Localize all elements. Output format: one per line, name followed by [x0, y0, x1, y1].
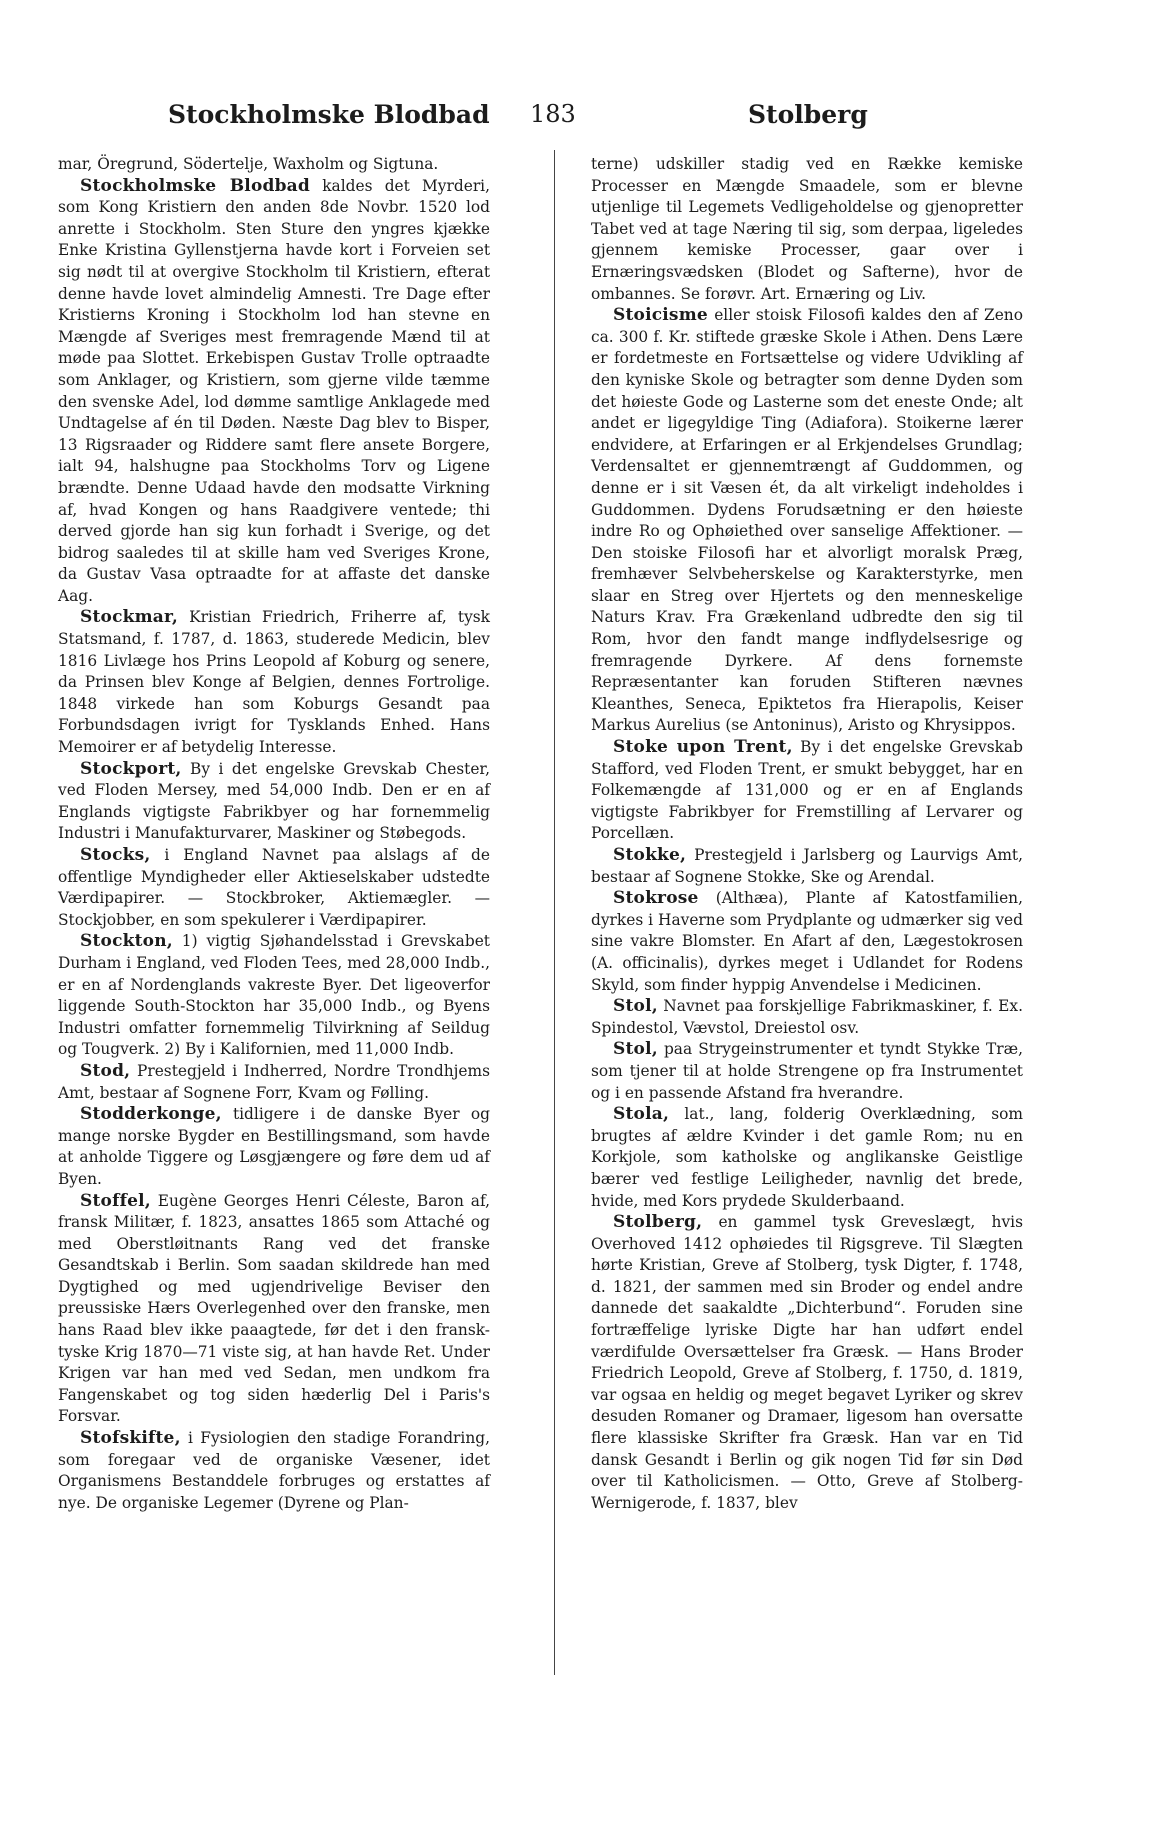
entry-text: eller stoisk Filosofi kaldes den af Zeno ca. 300 f. Kr. stiftede græske Skole i Athen. Dens Lære er fordetmeste en Fortsættelse og videre Udvikling af den kyniske Skole og betragter som denne Dyden som det høieste Gode og Lasterne som det eneste Onde; alt andet er ligegyldige Ting (Adiafora). Stoikerne lærer endvidere, at Erfaringen er al Erkjendelses Grundlag; Verdensaltet er gjennemtrængt af Guddommen, og denne er i sit Væsen ét, da alt virkeligt indeholdes i Guddommen. Dydens Forudsætning er den høieste indre Ro og Ophøiethed over sanselige Affektioner. — Den stoiske Filosofi har et alvorligt moralsk Præg, fremhæver Selvbeherskelse og Karakterstyrke, men slaar en Streg over Hjertets og den menneskelige Naturs Krav. Fra Grækenland udbredte den sig til Rom, hvor den fandt mange indflydelsesrige og fremragende Dyrkere. Af dens fornemste Repræsentanter kan foruden Stifteren nævnes Kleanthes, Seneca, Epiktetos fra Hierapolis, Keiser Markus Aurelius (se Antoninus), Aristo og Khrysippos.	[591, 306, 1023, 735]
entry-headword: Stockport,	[80, 758, 182, 779]
entry-headword: Stockmar,	[80, 607, 179, 628]
entry	[591, 845, 1023, 888]
entry-headword: Stodderkonge,	[80, 1104, 222, 1125]
entry-headword: Stol,	[613, 1039, 658, 1060]
entry-text: i Fysiologien den stadige Forandring, som foregaar ved de organiske Væsener, idet Organismens Bestanddele forbruges og erstattes af nye. De organiske Legemer (Dyrene og Plan-	[58, 1429, 490, 1512]
entry	[591, 996, 1023, 1039]
entry-text: By i det engelske Grevskab Stafford, ved Floden Trent, er smukt bebygget, har en Folkemængde af 131,000 og er en af Englands vigtigste Fabrikbyer for Fremstilling af Lervarer og Porcellæn.	[591, 738, 1023, 843]
entry-headword: Stoke upon Trent,	[613, 737, 793, 758]
entry-text: kaldes det Myrderi, som Kong Kristiern den anden 8de Novbr. 1520 lod anrette i Stockholm. Sten Sture den yngres kjække Enke Kristina Gyllenstjerna havde kort i Forveien set sig nødt til at overgive Stockholm til Kristiern, efterat denne havde lovet almindelig Amnesti. Tre Dage efter Kristierns Kroning i Stockholm lod han stevne en Mængde af Sveriges mest fremragende Mænd til at møde paa Slottet. Erkebispen Gustav Trolle optraadte som Anklager, og Kristiern, som gjerne vilde tæmme den svenske Adel, lod dømme samtlige Anklagede med Undtagelse af én til Døden. Næste Dag blev to Bisper, 13 Rigsraader og Riddere samt flere ansete Borgere, ialt 94, halshugne paa Stockholms Torv og Ligene brændte. Denne Udaad havde den modsatte Virkning af, hvad Kongen og hans Raadgivere ventede; thi derved gjorde han sig kun forhadt i Sverige, og det bidrog saaledes til at skille ham ved Sveriges Krone, da Gustav Vasa optraadte for at affaste det danske Aag.	[58, 176, 490, 605]
entry-headword: Stol,	[613, 996, 658, 1017]
entry	[591, 1212, 1023, 1514]
entry	[591, 888, 1023, 996]
entry	[58, 845, 490, 931]
entry-text: (Althæa), Plante af Katostfamilien, dyrkes i Haverne som Prydplante og udmærker sig ved sine vakre Blomster. En Afart af den, Lægestokrosen (A. officinalis), dyrkes meget i Udlandet for Rodens Skyld, som finder hyppig Anvendelse i Medicinen.	[591, 889, 1023, 994]
left-column	[58, 154, 490, 1514]
entry	[591, 1104, 1023, 1212]
entry-headword: Stola,	[613, 1104, 670, 1125]
column-divider	[554, 150, 555, 1675]
entry	[58, 176, 490, 608]
entry-text: 1) vigtig Sjøhandelsstad i Grevskabet Durham i England, ved Floden Tees, med 28,000 Indb., er en af Nordenglands vakreste Byer. Det ligeoverfor liggende South-Stockton har 35,000 Indb., og Byens Industri omfatter fornemmelig Tilvirkning af Seildug og Tougverk. 2) By i Kalifornien, med 11,000 Indb.	[58, 932, 490, 1059]
entry-headword: Stokrose	[613, 888, 699, 909]
entry	[58, 154, 490, 176]
entry-headword: Stockton,	[80, 931, 173, 952]
entry	[591, 1039, 1023, 1104]
entry-headword: Stocks,	[80, 845, 151, 865]
entry-headword: Stod,	[80, 1060, 131, 1081]
entry-headword: Stoicisme	[613, 305, 708, 326]
entry-headword: Stoffel,	[80, 1190, 151, 1211]
entry-headword: Stockholmske Blodbad	[80, 175, 310, 196]
entry-text: Kristian Friedrich, Friherre af, tysk Statsmand, f. 1787, d. 1863, studerede Medicin, blev 1816 Livlæge hos Prins Leopold af Koburg og senere, da Prinsen blev Konge af Belgien, dennes Fortrolige. 1848 virkede han som Koburgs Gesandt paa Forbundsdagen ivrigt for Tysklands Enhed. Hans Memoirer er af betydelig Interesse.	[58, 608, 490, 757]
right-column	[591, 154, 1023, 1514]
entry	[58, 1191, 490, 1429]
entry	[58, 1104, 490, 1190]
entry-headword: Stokke,	[613, 845, 687, 865]
entry-text: tidligere i de danske Byer og mange norske Bygder en Bestillingsmand, som havde at anholde Tiggere og Løsgjængere og føre dem ud af Byen.	[58, 1105, 490, 1188]
entry	[58, 759, 490, 845]
entry-text: paa Strygeinstrumenter et tyndt Stykke Træ, som tjener til at holde Strengene op fra Instrumentet og i en passende Afstand fra hverandre.	[591, 1040, 1023, 1102]
running-head-right: Stolberg	[748, 100, 868, 129]
entry-text: Eugène Georges Henri Céleste, Baron af, fransk Militær, f. 1823, ansattes 1865 som Attaché og med Oberstløitnants Rang ved det franske Gesandtskab i Berlin. Som saadan skildrede han med Dygtighed og med ugjendrivelige Beviser den preussiske Hærs Overlegenhed over den franske, men hans Raad blev ikke paaagtede, før det i den fransk-tyske Krig 1870—71 viste sig, at han havde Ret. Under Krigen var han med ved Sedan, men undkom fra Fangenskabet og tog siden hæderlig Del i Paris's Forsvar.	[58, 1191, 490, 1426]
entry	[591, 154, 1023, 305]
entry-text: i England Navnet paa alslags af de offentlige Myndigheder eller Aktieselskaber udstedte Værdipapirer. — Stockbroker, Aktiemægler. — Stockjobber, en som spekulerer i Værdipapirer.	[58, 846, 490, 929]
entry	[58, 607, 490, 758]
entry-text: en gammel tysk Greveslægt, hvis Overhoved 1412 ophøiedes til Rigsgreve. Til Slægten hørte Kristian, Greve af Stolberg, tysk Digter, f. 1748, d. 1821, der sammen med sin Broder og endel andre dannede det saakaldte „Dichterbund“. Foruden sine fortræffelige lyriske Digte har han udført endel værdifulde Oversættelser fra Græsk. — Hans Broder Friedrich Leopold, Greve af Stolberg, f. 1750, d. 1819, var ogsaa en heldig og meget begavet Lyriker og skrev desuden Romaner og Dramaer, ligesom han oversatte flere klassiske Skrifter fra Græsk. Han var en Tid dansk Gesandt i Berlin og gik nogen Tid før sin Død over til Katholicismen. — Otto, Greve af Stolberg-Wernigerode, f. 1837, blev	[591, 1213, 1023, 1512]
entry-text: Prestegjeld i Jarlsberg og Laurvigs Amt, bestaar af Sognene Stokke, Ske og Arendal.	[591, 846, 1023, 886]
entry-text: mar, Öregrund, Södertelje, Waxholm og Sigtuna.	[58, 155, 439, 173]
entry-headword: Stofskifte,	[80, 1428, 181, 1449]
page-number: 183	[530, 100, 576, 128]
entry-text: Navnet paa forskjellige Fabrikmaskiner, f. Ex. Spindestol, Vævstol, Dreiestol osv.	[591, 997, 1023, 1037]
entry-text: terne) udskiller stadig ved en Række kemiske Processer en Mængde Smaadele, som er blevne utjenlige til Legemets Vedligeholdelse og gjenopretter Tabet ved at tage Næring til sig, som derpaa, ligeledes gjennem kemiske Processer, gaar over i Ernæringsvædsken (Blodet og Safterne), hvor de ombannes. Se forøvr. Art. Ernæring og Liv.	[591, 155, 1023, 303]
entry-text: Prestegjeld i Indherred, Nordre Trondhjems Amt, bestaar af Sognene Forr, Kvam og Følling.	[58, 1061, 490, 1102]
entry	[58, 1061, 490, 1104]
entry-text: lat., lang, folderig Overklædning, som brugtes af ældre Kvinder i det gamle Rom; nu en Korkjole, som katholske og anglikanske Geistlige bærer ved festlige Leiligheder, navnlig det brede, hvide, med Kors prydede Skulderbaand.	[591, 1105, 1023, 1210]
entry	[58, 931, 490, 1061]
entry	[58, 1428, 490, 1514]
running-head-left: Stockholmske Blodbad	[168, 100, 490, 129]
entry	[591, 305, 1023, 737]
entry-headword: Stolberg,	[613, 1212, 703, 1233]
entry	[591, 737, 1023, 845]
entry-text: By i det engelske Grevskab Chester, ved Floden Mersey, med 54,000 Indb. Den er en af Englands vigtigste Fabrikbyer og har fornemmelig Industri i Manufakturvarer, Maskiner og Støbegods.	[58, 759, 490, 843]
